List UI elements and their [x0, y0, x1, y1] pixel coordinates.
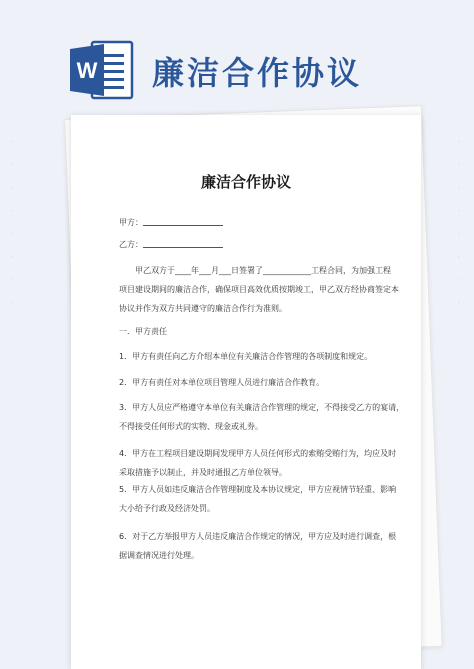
- party-b-line: [143, 247, 223, 248]
- clause-6: [119, 527, 397, 565]
- clause-2: [119, 373, 381, 392]
- svg-text:W: W: [76, 58, 98, 83]
- clause-line: 采取措施予以制止，并及时通报乙方单位领导。: [119, 468, 287, 477]
- paragraph-line: 项目建设期间的廉洁合作，确保项目高效优质按期竣工，甲乙双方经协商签定本: [119, 285, 399, 294]
- clause-line: 据调查情况进行处理。: [119, 551, 199, 560]
- watermark: · · · · · · · ·: [6, 140, 19, 313]
- paragraph-line: 协议并作为双方共同遵守的廉洁合作行为准则。: [119, 304, 287, 313]
- clause-3: [119, 398, 405, 436]
- document-page: [71, 115, 421, 669]
- clause-line: 5．甲方人员如违反廉洁合作管理制度及本协议规定，甲方应视情节轻重、影响: [119, 485, 397, 494]
- clause-5: [119, 480, 397, 518]
- document-title: 廉洁合作协议: [200, 173, 291, 191]
- header-title: 廉洁合作协议: [152, 54, 363, 92]
- party-b-label: 乙方：: [119, 240, 143, 249]
- clause-line: 3．甲方人员应严格遵守本单位有关廉洁合作管理的规定，不得接受乙方的宴请，: [119, 403, 405, 412]
- clause-line: 不得接受任何形式的实物、现金或礼券。: [119, 422, 263, 431]
- party-a-field: [119, 217, 223, 228]
- party-a-line: [143, 225, 223, 226]
- word-document-icon: [70, 40, 134, 100]
- clause-line: 4．甲方在工程项目建设期间发现甲方人员任何形式的索贿受贿行为，均应及时: [119, 449, 397, 458]
- clause-line: 6．对于乙方举报甲方人员违反廉洁合作规定的情况，甲方应及时进行调查，根: [119, 532, 397, 541]
- paragraph-line: 甲乙双方于____年___月___日签署了____________工程合同，为加强工程: [135, 266, 391, 275]
- section-heading: [119, 322, 381, 341]
- clause-line: 大小给予行政及经济处罚。: [119, 504, 215, 513]
- watermark: · · · · · · · ·: [452, 140, 465, 313]
- clause-4: [119, 444, 397, 482]
- intro-paragraph: [119, 261, 399, 318]
- clause-line: 2．甲方有责任对本单位项目管理人员进行廉洁合作教育。: [119, 378, 325, 387]
- party-a-label: 甲方：: [119, 218, 143, 227]
- section-heading-text: 一．甲方责任: [119, 327, 167, 336]
- clause-1: [119, 347, 381, 366]
- header-banner: [0, 0, 474, 112]
- clause-line: 1．甲方有责任向乙方介绍本单位有关廉洁合作管理的各项制度和规定。: [119, 352, 373, 361]
- party-b-field: [119, 239, 223, 250]
